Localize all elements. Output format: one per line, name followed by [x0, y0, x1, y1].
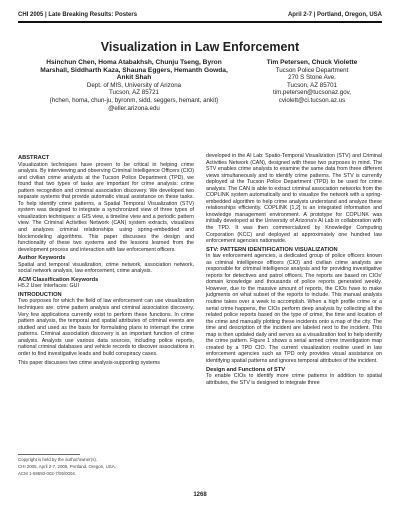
- stv-heading: STV: PATTERN IDENTIFICATION VISUALIZATION: [206, 246, 338, 253]
- page-number: 1268: [193, 492, 207, 498]
- keywords-text: Spatial and temporal visualization, crime network, association network, social network analysis, law enforcement, crime analysis.: [18, 261, 194, 275]
- author-block-tpd: [252, 59, 372, 105]
- author-emails-line-1: {hchen, homa, chun-ju, byronm, sidd, seggers, hemant, ankit}: [49, 96, 219, 104]
- copyright-line-2: CHI 2005, April 2-7, 2005, Portland, Oregon, USA.: [18, 464, 116, 469]
- introduction-text: Two purposes for which the field of law enforcement can use visualization techniques are: crime pattern analysis and criminal association discovery. Very few applications currently exist to perform these functions. In crime pattern analysis, the temporal and spatial attributes of criminal events are studied and used as the basis for formulating plans to interrupt the crime patterns. Criminal association discovery is an important function of crime analysis. Analysts use various data sources, including police reports, national criminal databases and vehicle records to discover associations in order to find investigative leads and build conspiracy cases.: [18, 298, 194, 357]
- stv-text: In law enforcement agencies, a dedicated group of police officers known as criminal intelligence officers (CIO) and civilian crime analysts are responsible for criminal intelligence analysis and for providing investigative reports for detectives and patrol officers. The reports are based on CIOs' domain knowledge and thousands of police reports generated weekly. However, due to the massive amount of reports, the CIOs have to make judgments on what subset of the reports to include. This manual analysis routine takes over a week to accomplish. When a high profile crime or a serial crime happens, the CIOs perform deep analysis by collecting all the related police reports based on the type of crime, the time and location of the crime and manually plotting these incidents onto a map of the city. The time and description of the incident are labeled next to the incident. This map is then updated daily and serves as a visualization tool to help identify the crime pattern. Figure 1 shows a serial armed crime investigation map created by a TPD CIO. The current visualization routine used in law enforcement agencies such as TPD only provides visual assistance on identifying spatial patterns and ignores temporal attributes of the incident.: [206, 253, 382, 364]
- left-column: [18, 153, 194, 367]
- author-names-line-3: Ankit Shah: [116, 74, 152, 82]
- design-text: To enable CIOs to identify more crime patterns in addition to spatial attributes, the STV is designed to integrate three: [206, 373, 382, 386]
- abstract-text: Visualization techniques have proven to be critical in helping crime analysis. By interviewing and observing Criminal Intelligence Officers (CIO) and civilian crime analysts at the Tucson Police Department (TPD), we found that two types of tasks are important for crime analysis: crime pattern recognition and criminal association discovery. We developed two separate systems that provide automatic visual assistance on these tasks. To help identify crime patterns, a Spatial Temporal Visualization (STV) system was designed to integrate a synchronized view of three types of visualization techniques: a GIS view, a timeline view and a periodic pattern view. The Criminal Activities Network (CAN) system extracts, visualizes and analyzes criminal relationships using spring-embedded and blockmodeling algorithms. This paper discusses the design and functionality of these two systems and the lessons learned from the development process and interaction with law enforcement officers.: [18, 161, 194, 253]
- copyright-line-3: ACM 1-59593-002-7/05/0004.: [18, 471, 77, 476]
- header-rule: [18, 21, 382, 23]
- author-block-arizona: [30, 59, 238, 112]
- copyright-block: [18, 454, 194, 477]
- introduction-text-2: This paper discusses two crime analysis-supporting systems: [18, 360, 160, 367]
- header-date-location: April 2-7 | Portland, Oregon, USA: [287, 12, 382, 18]
- acm-heading: ACM Classification Keywords: [18, 276, 99, 283]
- author-email-2: cviolett@ci.tucson.az.us: [278, 96, 346, 104]
- header-conference: CHI 2005 | Late Breaking Results: Posters: [18, 12, 138, 18]
- author-emails-line-2: @eller.arizona.edu: [108, 104, 160, 112]
- author-email-1: tim.petersen@tucsonaz.gov,: [272, 89, 352, 97]
- author-city-tpd: Tucson, AZ 85701: [287, 81, 337, 89]
- author-street: 270 S Stone Ave.: [288, 74, 336, 82]
- author-names-line-2: Marshall, Siddharth Kaza, Shauna Eggers, Hemanth Gowda,: [40, 66, 228, 74]
- abstract-heading: ABSTRACT: [18, 155, 50, 161]
- right-column: [206, 153, 382, 386]
- copyright-line-1: Copyright is held by the author/owner(s).: [18, 457, 98, 462]
- continued-text: developed in the AI Lab: Spatio-Temporal Visualization (STV) and Criminal Activities Network (CAN), designed with these two purposes in mind. The STV enables crime analysts to examine the same data from three different views simultaneously and to identify crime patterns. The STV is currently deployed at the Tucson Police Department (TPD) to be used for crime analysis. The CAN is able to extract criminal association networks from the COPLINK system automatically and to visualize the network with a spring-embedded algorithm to help crime analysts understand and analyze these relationships efficiently. COPLINK [1,2] is an integrated information and knowledge management environment. A prototype for COPLINK was initially developed at the University of Arizona's AI Lab in collaboration with the TPD. It was then commercialized by Knowledge Computing Corporation (KCC) and deployed at approximately one hundred law enforcement agencies nationwide.: [206, 153, 382, 245]
- design-heading: Design and Functions of STV: [206, 366, 285, 373]
- author-org: Tucson Police Department: [275, 66, 349, 74]
- author-department: Dept. of MIS, University of Arizona: [86, 81, 182, 89]
- author-names-tpd: Tim Petersen, Chuck Violette: [266, 59, 358, 66]
- footnote-divider: [18, 454, 80, 455]
- paper-title: Visualization in Law Enforcement: [100, 40, 300, 54]
- author-city: Tucson, AZ 85721: [109, 89, 159, 97]
- keywords-heading: Author Keywords: [18, 255, 66, 262]
- acm-text: H5.2 User Interfaces: GUI: [18, 283, 79, 290]
- introduction-heading: INTRODUCTION: [18, 291, 62, 298]
- author-names-line-1: Hsinchun Chen, Homa Atabakhsh, Chunju Tseng, Byron: [46, 59, 222, 66]
